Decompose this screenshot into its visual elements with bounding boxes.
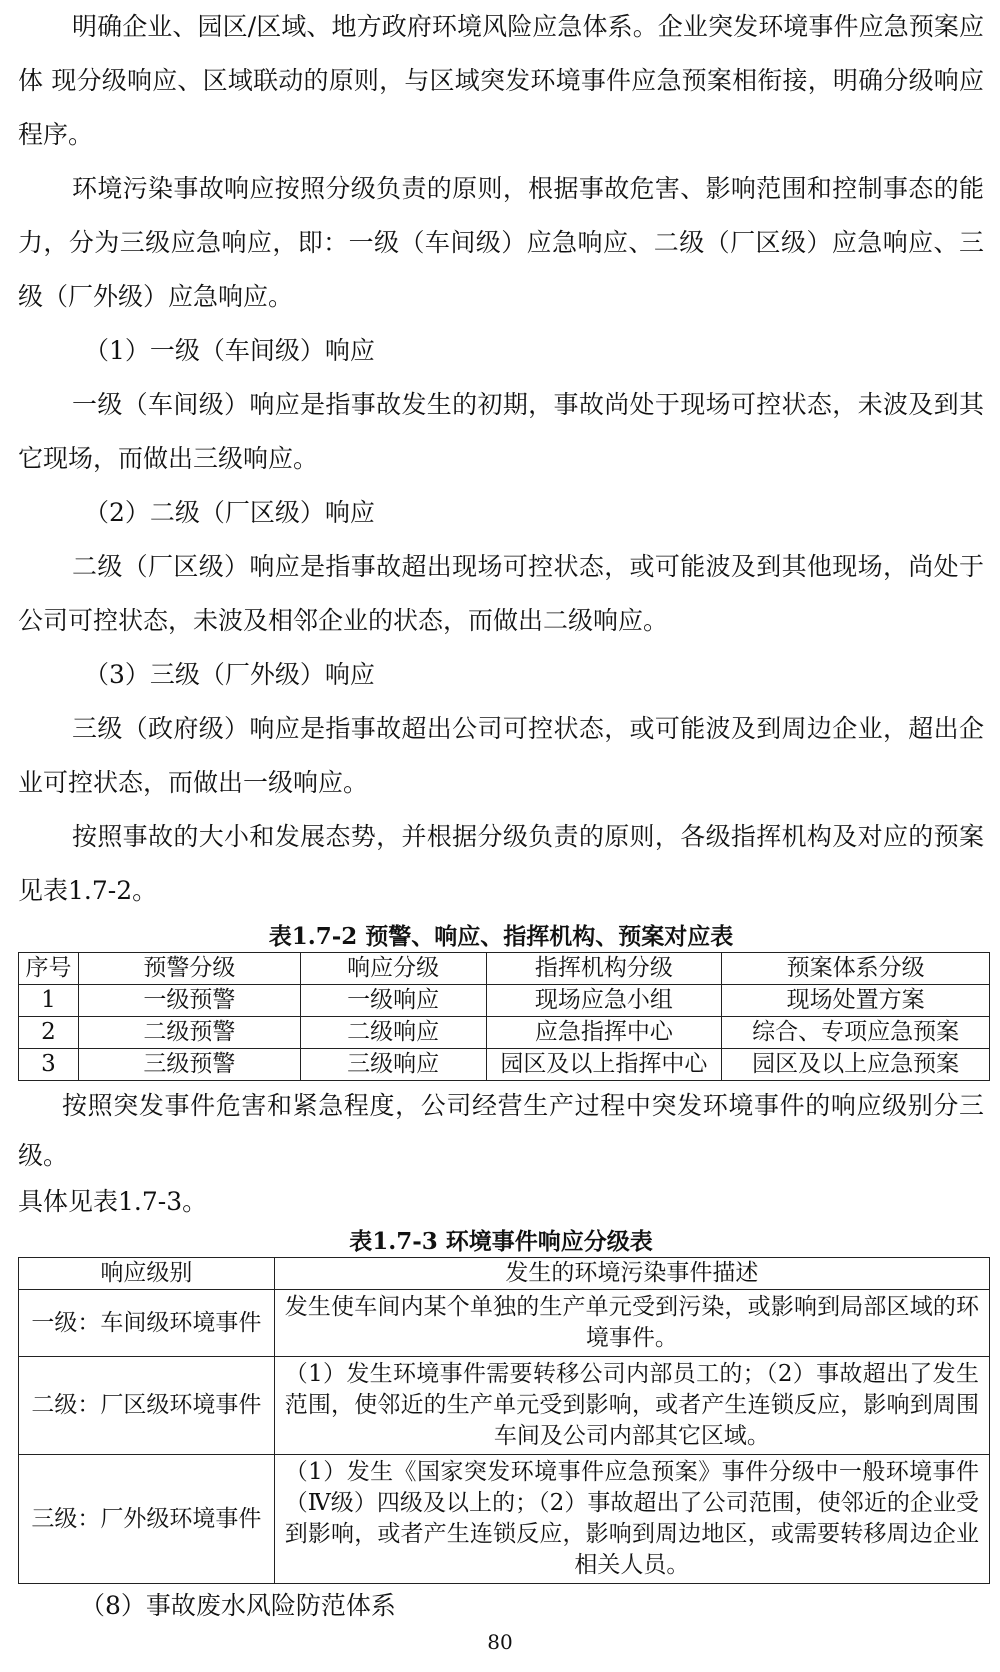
table-cell: 三级：厂外级环境事件 <box>19 1455 275 1584</box>
table-header-row <box>19 1258 990 1290</box>
paragraph-1: 明确企业、园区/区域、地方政府环境风险应急体系。企业突发环境事件应急预案应体 现分级响应、区域联动的原则，与区域突发环境事件应急预案相衔接，明确分级响应程序。 <box>18 12 984 149</box>
table-cell: 一级：车间级环境事件 <box>19 1290 275 1357</box>
table-cell: 三级响应 <box>300 1049 486 1081</box>
section-heading-8: （8）事故废水风险防范体系 <box>80 1591 396 1620</box>
table-cell: 二级响应 <box>300 1017 486 1049</box>
table-cell: （1）发生环境事件需要转移公司内部员工的；（2）事故超出了发生范围，使邻近的生产单元受到影响，或者产生连锁反应，影响到周围车间及公司内部其它区域。 <box>274 1357 989 1455</box>
table-cell: 一级预警 <box>78 985 300 1017</box>
table-cell: 2 <box>19 1017 79 1049</box>
table-cell: 应急指挥中心 <box>486 1017 722 1049</box>
page-number: 80 <box>487 1630 513 1654</box>
table-cell: 园区及以上指挥中心 <box>486 1049 722 1081</box>
table-row <box>19 1455 990 1584</box>
table-cell: 园区及以上应急预案 <box>722 1049 990 1081</box>
document-page <box>18 0 984 1628</box>
table-cell: （1）发生《国家突发环境事件应急预案》事件分级中一般环境事件（Ⅳ级）四级及以上的；（2）事故超出了公司范围，使邻近的企业受到影响，或者产生连锁反应，影响到周边地区，或需要转移周边企业相关人员。 <box>274 1455 989 1584</box>
table-row <box>19 1049 990 1081</box>
heading-level-1: （1）一级（车间级）响应 <box>84 336 375 365</box>
table-cell: 三级预警 <box>78 1049 300 1081</box>
table-header-cell: 发生的环境污染事件描述 <box>274 1258 989 1290</box>
paragraph-between-tables: 按照突发事件危害和紧急程度，公司经营生产过程中突发环境事件的响应级别分三级。 <box>18 1091 984 1170</box>
heading-level-3: （3）三级（厂外级）响应 <box>84 660 375 689</box>
table-header-cell: 预案体系分级 <box>722 953 990 985</box>
table-cell: 综合、专项应急预案 <box>722 1017 990 1049</box>
paragraph-4: 二级（厂区级）响应是指事故超出现场可控状态，或可能波及到其他现场，尚处于公司可控状态，未波及相邻企业的状态，而做出二级响应。 <box>18 552 984 635</box>
table-header-cell: 响应分级 <box>300 953 486 985</box>
heading-level-2: （2）二级（厂区级）响应 <box>84 498 375 527</box>
table-cell: 1 <box>19 985 79 1017</box>
paragraph-5: 三级（政府级）响应是指事故超出公司可控状态，或可能波及到周边企业，超出企业可控状态，而做出一级响应。 <box>18 714 984 797</box>
table-row <box>19 1017 990 1049</box>
table-cell: 现场处置方案 <box>722 985 990 1017</box>
table-cell: 一级响应 <box>300 985 486 1017</box>
table-cell: 发生使车间内某个单独的生产单元受到污染，或影响到局部区域的环境事件。 <box>274 1290 989 1357</box>
table-header-cell: 序号 <box>19 953 79 985</box>
paragraph-2: 环境污染事故响应按照分级负责的原则，根据事故危害、影响范围和控制事态的能力，分为三级应急响应，即：一级（车间级）应急响应、二级（厂区级）应急响应、三级（厂外级）应急响应。 <box>18 174 984 311</box>
table-row <box>19 1357 990 1455</box>
table-1-7-3 <box>18 1257 990 1584</box>
paragraph-6: 按照事故的大小和发展态势，并根据分级负责的原则，各级指挥机构及对应的预案见表1.7-2。 <box>18 822 984 905</box>
table-1-7-3-caption: 表1.7-3 环境事件响应分级表 <box>349 1228 653 1255</box>
table-header-cell: 响应级别 <box>19 1258 275 1290</box>
table-row <box>19 1290 990 1357</box>
table-cell: 二级：厂区级环境事件 <box>19 1357 275 1455</box>
table-cell: 3 <box>19 1049 79 1081</box>
table-1-7-2 <box>18 952 990 1081</box>
table-cell: 现场应急小组 <box>486 985 722 1017</box>
table-1-7-2-caption: 表1.7-2 预警、响应、指挥机构、预案对应表 <box>268 923 734 950</box>
table-header-cell: 预警分级 <box>78 953 300 985</box>
table-row <box>19 985 990 1017</box>
paragraph-between-tables-cont: 具体见表1.7-3。 <box>18 1187 208 1216</box>
table-header-row <box>19 953 990 985</box>
table-header-cell: 指挥机构分级 <box>486 953 722 985</box>
paragraph-3: 一级（车间级）响应是指事故发生的初期，事故尚处于现场可控状态，未波及到其它现场，而做出三级响应。 <box>18 390 984 473</box>
table-cell: 二级预警 <box>78 1017 300 1049</box>
